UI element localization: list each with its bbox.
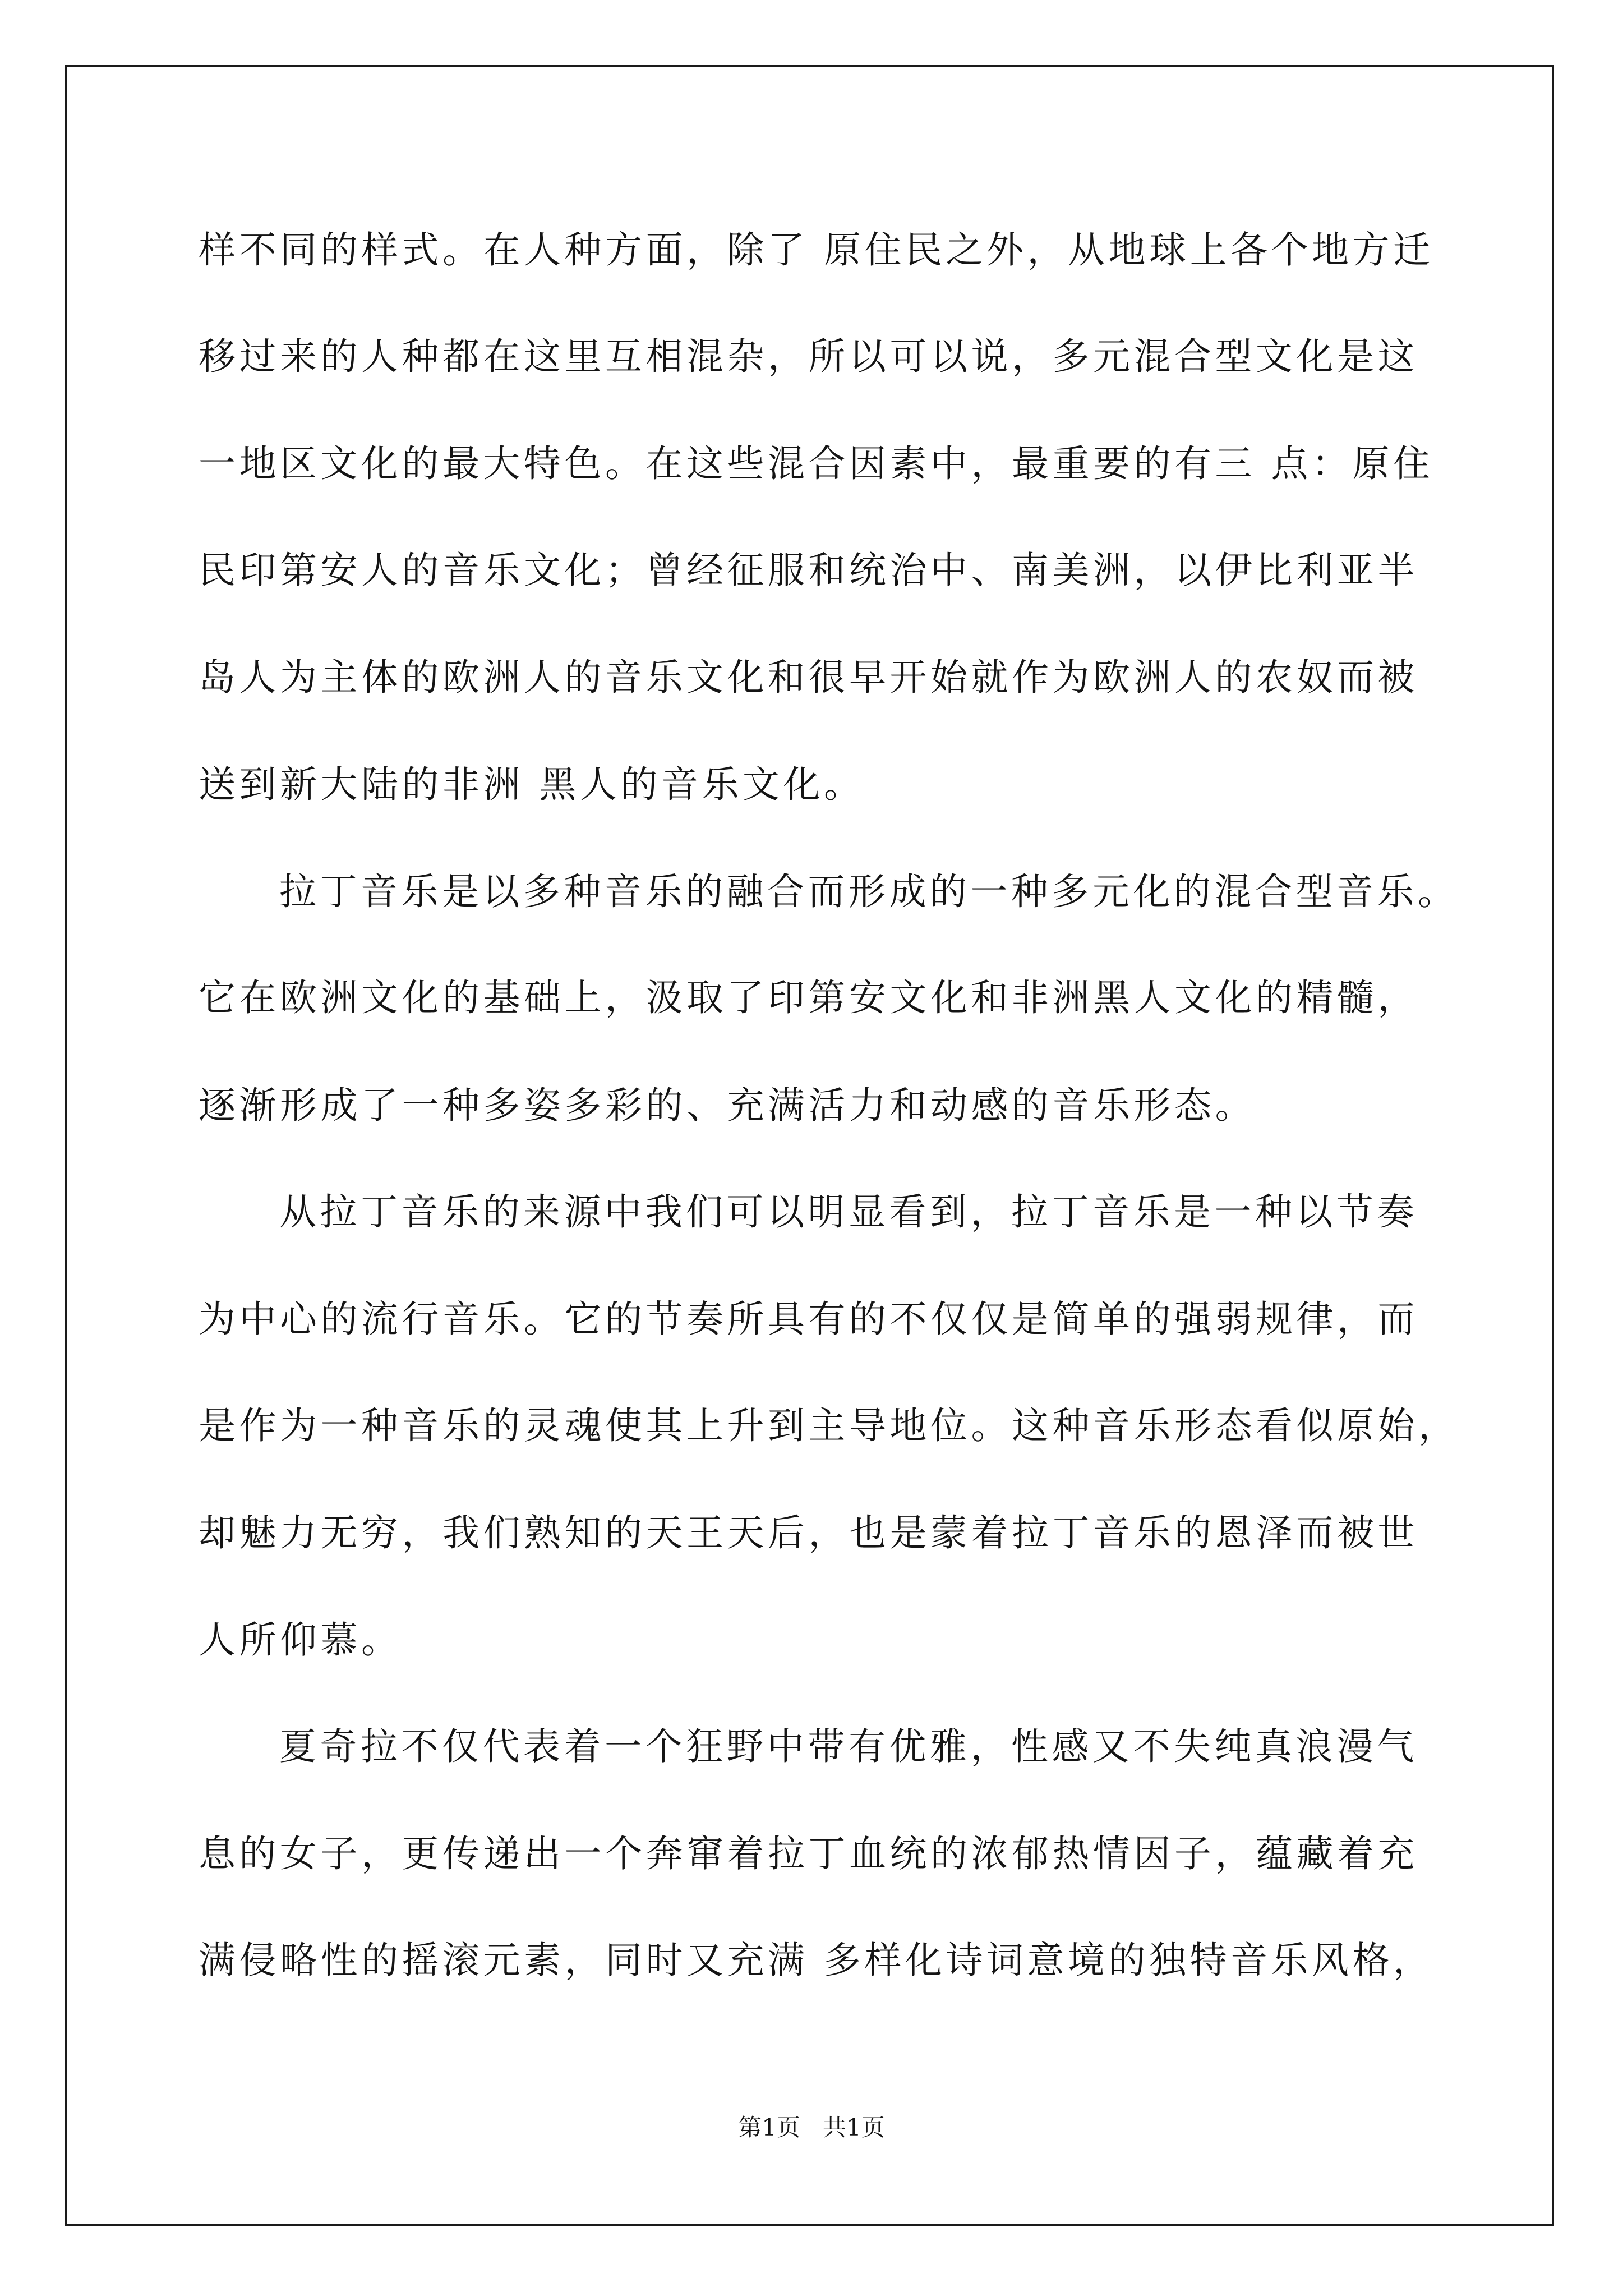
text-line: 是作为一种音乐的灵魂使其上升到主导地位。这种音乐形态看似原始， — [199, 1404, 1459, 1447]
page-total: 共1页 — [823, 2114, 885, 2141]
text-line: 人所仰慕。 — [199, 1618, 402, 1662]
paragraph-first-line: 从拉丁音乐的来源中我们可以明显看到，拉丁音乐是一种以节奏 — [279, 1190, 1418, 1234]
text-line: 样不同的样式。在人种方面，除了 原住民之外，从地球上各个地方迁 — [199, 228, 1434, 272]
text-line: 它在欧洲文化的基础上，汲取了印第安文化和非洲黑人文化的精髓， — [199, 976, 1418, 1019]
text-line: 息的女子，更传递出一个奔窜着拉丁血统的浓郁热情因子，蕴藏着充 — [199, 1832, 1418, 1875]
page-number: 第1页 — [738, 2114, 800, 2141]
text-line: 为中心的流行音乐。它的节奏所具有的不仅仅是简单的强弱规律，而 — [199, 1297, 1418, 1341]
paragraph-first-line: 拉丁音乐是以多种音乐的融合而形成的一种多元化的混合型音乐。 — [279, 870, 1459, 913]
text-line: 送到新大陆的非洲 黑人的音乐文化。 — [199, 763, 865, 806]
text-line: 岛人为主体的欧洲人的音乐文化和很早开始就作为欧洲人的农奴而被 — [199, 656, 1418, 699]
text-line: 一地区文化的最大特色。在这些混合因素中，最重要的有三 点：原住 — [199, 442, 1434, 485]
page-footer — [0, 2116, 1623, 2139]
text-line: 移过来的人种都在这里互相混杂，所以可以说，多元混合型文化是这 — [199, 335, 1418, 378]
text-line: 逐渐形成了一种多姿多彩的、充满活力和动感的音乐形态。 — [199, 1084, 1256, 1127]
page-border — [65, 65, 1554, 2226]
paragraph-first-line: 夏奇拉不仅代表着一个狂野中带有优雅，性感又不失纯真浪漫气 — [279, 1725, 1418, 1768]
text-line: 民印第安人的音乐文化；曾经征服和统治中、南美洲，以伊比利亚半 — [199, 549, 1418, 592]
text-line: 却魅力无穷，我们熟知的天王天后，也是蒙着拉丁音乐的恩泽而被世 — [199, 1511, 1418, 1554]
text-line: 满侵略性的摇滚元素，同时又充满 多样化诗词意境的独特音乐风格， — [199, 1939, 1434, 1982]
